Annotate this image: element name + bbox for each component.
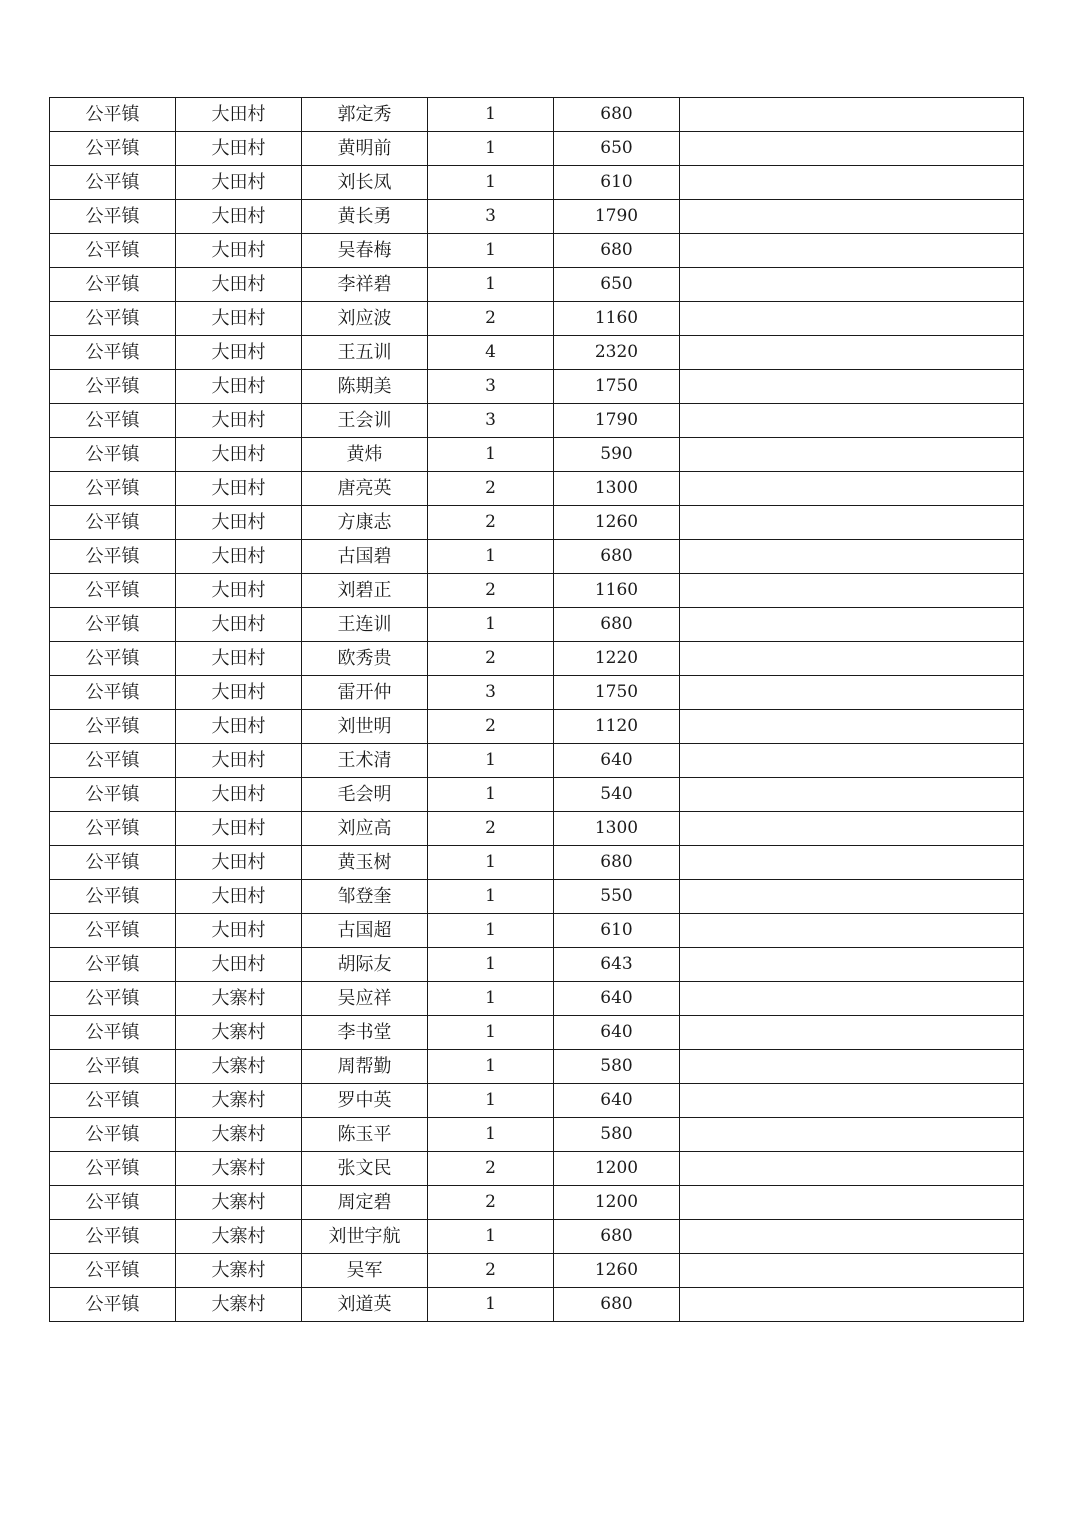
household-count-cell: 1 <box>428 166 554 200</box>
name-cell: 邹登奎 <box>302 880 428 914</box>
village-cell: 大田村 <box>176 744 302 778</box>
town-cell: 公平镇 <box>50 710 176 744</box>
amount-cell: 643 <box>554 948 680 982</box>
village-cell: 大田村 <box>176 574 302 608</box>
table-row <box>50 1220 1024 1254</box>
amount-cell: 680 <box>554 234 680 268</box>
town-cell: 公平镇 <box>50 574 176 608</box>
village-cell: 大田村 <box>176 914 302 948</box>
table-row <box>50 404 1024 438</box>
remark-cell <box>680 1220 1024 1254</box>
village-cell: 大田村 <box>176 268 302 302</box>
household-count-cell: 1 <box>428 982 554 1016</box>
table-row <box>50 574 1024 608</box>
town-cell: 公平镇 <box>50 336 176 370</box>
village-cell: 大田村 <box>176 948 302 982</box>
table-row <box>50 982 1024 1016</box>
amount-cell: 640 <box>554 1016 680 1050</box>
table-row <box>50 132 1024 166</box>
village-cell: 大田村 <box>176 132 302 166</box>
town-cell: 公平镇 <box>50 166 176 200</box>
amount-cell: 1260 <box>554 506 680 540</box>
town-cell: 公平镇 <box>50 200 176 234</box>
name-cell: 吴春梅 <box>302 234 428 268</box>
table-row <box>50 506 1024 540</box>
household-count-cell: 3 <box>428 200 554 234</box>
town-cell: 公平镇 <box>50 846 176 880</box>
allowance-table <box>49 97 1024 1322</box>
household-count-cell: 2 <box>428 710 554 744</box>
village-cell: 大田村 <box>176 438 302 472</box>
village-cell: 大田村 <box>176 166 302 200</box>
town-cell: 公平镇 <box>50 778 176 812</box>
town-cell: 公平镇 <box>50 438 176 472</box>
household-count-cell: 2 <box>428 1186 554 1220</box>
household-count-cell: 1 <box>428 234 554 268</box>
name-cell: 张文民 <box>302 1152 428 1186</box>
village-cell: 大寨村 <box>176 1118 302 1152</box>
table-row <box>50 914 1024 948</box>
amount-cell: 590 <box>554 438 680 472</box>
household-count-cell: 1 <box>428 1016 554 1050</box>
table-row <box>50 200 1024 234</box>
amount-cell: 540 <box>554 778 680 812</box>
name-cell: 刘世明 <box>302 710 428 744</box>
village-cell: 大田村 <box>176 234 302 268</box>
town-cell: 公平镇 <box>50 948 176 982</box>
household-count-cell: 1 <box>428 132 554 166</box>
name-cell: 刘应高 <box>302 812 428 846</box>
name-cell: 刘应波 <box>302 302 428 336</box>
household-count-cell: 2 <box>428 1254 554 1288</box>
household-count-cell: 1 <box>428 608 554 642</box>
name-cell: 刘世宇航 <box>302 1220 428 1254</box>
name-cell: 毛会明 <box>302 778 428 812</box>
town-cell: 公平镇 <box>50 268 176 302</box>
remark-cell <box>680 1118 1024 1152</box>
table-row <box>50 608 1024 642</box>
name-cell: 雷开仲 <box>302 676 428 710</box>
name-cell: 胡际友 <box>302 948 428 982</box>
village-cell: 大田村 <box>176 676 302 710</box>
town-cell: 公平镇 <box>50 404 176 438</box>
town-cell: 公平镇 <box>50 982 176 1016</box>
table-row <box>50 1084 1024 1118</box>
household-count-cell: 3 <box>428 676 554 710</box>
amount-cell: 680 <box>554 98 680 132</box>
table-row <box>50 98 1024 132</box>
village-cell: 大田村 <box>176 710 302 744</box>
town-cell: 公平镇 <box>50 1220 176 1254</box>
town-cell: 公平镇 <box>50 1186 176 1220</box>
amount-cell: 1260 <box>554 1254 680 1288</box>
amount-cell: 1750 <box>554 676 680 710</box>
village-cell: 大田村 <box>176 642 302 676</box>
village-cell: 大田村 <box>176 812 302 846</box>
name-cell: 方康志 <box>302 506 428 540</box>
village-cell: 大田村 <box>176 608 302 642</box>
village-cell: 大田村 <box>176 778 302 812</box>
table-row <box>50 166 1024 200</box>
table-row <box>50 540 1024 574</box>
household-count-cell: 1 <box>428 948 554 982</box>
table-row <box>50 1118 1024 1152</box>
name-cell: 郭定秀 <box>302 98 428 132</box>
table-row <box>50 234 1024 268</box>
town-cell: 公平镇 <box>50 744 176 778</box>
village-cell: 大田村 <box>176 370 302 404</box>
table-row <box>50 812 1024 846</box>
amount-cell: 2320 <box>554 336 680 370</box>
remark-cell <box>680 914 1024 948</box>
town-cell: 公平镇 <box>50 1050 176 1084</box>
amount-cell: 680 <box>554 540 680 574</box>
remark-cell <box>680 98 1024 132</box>
remark-cell <box>680 1016 1024 1050</box>
household-count-cell: 2 <box>428 302 554 336</box>
household-count-cell: 1 <box>428 846 554 880</box>
name-cell: 黄炜 <box>302 438 428 472</box>
town-cell: 公平镇 <box>50 642 176 676</box>
town-cell: 公平镇 <box>50 676 176 710</box>
name-cell: 吴应祥 <box>302 982 428 1016</box>
remark-cell <box>680 132 1024 166</box>
remark-cell <box>680 336 1024 370</box>
remark-cell <box>680 948 1024 982</box>
name-cell: 李书堂 <box>302 1016 428 1050</box>
name-cell: 王五训 <box>302 336 428 370</box>
town-cell: 公平镇 <box>50 608 176 642</box>
table-row <box>50 744 1024 778</box>
remark-cell <box>680 302 1024 336</box>
remark-cell <box>680 642 1024 676</box>
table-row <box>50 336 1024 370</box>
household-count-cell: 2 <box>428 472 554 506</box>
table-row <box>50 1050 1024 1084</box>
amount-cell: 1120 <box>554 710 680 744</box>
name-cell: 欧秀贵 <box>302 642 428 676</box>
village-cell: 大寨村 <box>176 982 302 1016</box>
household-count-cell: 1 <box>428 540 554 574</box>
household-count-cell: 1 <box>428 438 554 472</box>
household-count-cell: 3 <box>428 370 554 404</box>
remark-cell <box>680 1084 1024 1118</box>
table-row <box>50 1186 1024 1220</box>
amount-cell: 1160 <box>554 302 680 336</box>
town-cell: 公平镇 <box>50 132 176 166</box>
amount-cell: 1790 <box>554 404 680 438</box>
remark-cell <box>680 574 1024 608</box>
amount-cell: 640 <box>554 982 680 1016</box>
village-cell: 大寨村 <box>176 1084 302 1118</box>
name-cell: 王连训 <box>302 608 428 642</box>
amount-cell: 1790 <box>554 200 680 234</box>
village-cell: 大田村 <box>176 540 302 574</box>
household-count-cell: 2 <box>428 812 554 846</box>
village-cell: 大寨村 <box>176 1016 302 1050</box>
name-cell: 黄明前 <box>302 132 428 166</box>
village-cell: 大田村 <box>176 880 302 914</box>
town-cell: 公平镇 <box>50 472 176 506</box>
amount-cell: 680 <box>554 1288 680 1322</box>
table-row <box>50 1288 1024 1322</box>
table-row <box>50 880 1024 914</box>
town-cell: 公平镇 <box>50 302 176 336</box>
amount-cell: 580 <box>554 1050 680 1084</box>
remark-cell <box>680 472 1024 506</box>
table-row <box>50 642 1024 676</box>
amount-cell: 580 <box>554 1118 680 1152</box>
amount-cell: 680 <box>554 846 680 880</box>
household-count-cell: 1 <box>428 1288 554 1322</box>
town-cell: 公平镇 <box>50 1016 176 1050</box>
household-count-cell: 1 <box>428 778 554 812</box>
town-cell: 公平镇 <box>50 234 176 268</box>
name-cell: 唐亮英 <box>302 472 428 506</box>
name-cell: 黄玉树 <box>302 846 428 880</box>
amount-cell: 640 <box>554 1084 680 1118</box>
town-cell: 公平镇 <box>50 1288 176 1322</box>
village-cell: 大田村 <box>176 846 302 880</box>
table-row <box>50 846 1024 880</box>
town-cell: 公平镇 <box>50 1118 176 1152</box>
household-count-cell: 2 <box>428 506 554 540</box>
village-cell: 大田村 <box>176 472 302 506</box>
remark-cell <box>680 268 1024 302</box>
household-count-cell: 1 <box>428 1084 554 1118</box>
name-cell: 陈玉平 <box>302 1118 428 1152</box>
remark-cell <box>680 1288 1024 1322</box>
household-count-cell: 1 <box>428 98 554 132</box>
village-cell: 大寨村 <box>176 1152 302 1186</box>
name-cell: 吴军 <box>302 1254 428 1288</box>
household-count-cell: 1 <box>428 914 554 948</box>
remark-cell <box>680 1186 1024 1220</box>
table-row <box>50 948 1024 982</box>
table-row <box>50 302 1024 336</box>
household-count-cell: 1 <box>428 1050 554 1084</box>
table-row <box>50 778 1024 812</box>
amount-cell: 680 <box>554 1220 680 1254</box>
name-cell: 王会训 <box>302 404 428 438</box>
village-cell: 大寨村 <box>176 1288 302 1322</box>
household-count-cell: 1 <box>428 1220 554 1254</box>
name-cell: 刘道英 <box>302 1288 428 1322</box>
remark-cell <box>680 710 1024 744</box>
amount-cell: 610 <box>554 166 680 200</box>
table-row <box>50 438 1024 472</box>
name-cell: 古国超 <box>302 914 428 948</box>
village-cell: 大寨村 <box>176 1254 302 1288</box>
remark-cell <box>680 540 1024 574</box>
table-row <box>50 370 1024 404</box>
name-cell: 王术清 <box>302 744 428 778</box>
remark-cell <box>680 200 1024 234</box>
remark-cell <box>680 438 1024 472</box>
household-count-cell: 2 <box>428 642 554 676</box>
remark-cell <box>680 166 1024 200</box>
remark-cell <box>680 1254 1024 1288</box>
amount-cell: 650 <box>554 268 680 302</box>
remark-cell <box>680 506 1024 540</box>
table-row <box>50 1254 1024 1288</box>
name-cell: 黄长勇 <box>302 200 428 234</box>
household-count-cell: 1 <box>428 880 554 914</box>
amount-cell: 1200 <box>554 1152 680 1186</box>
town-cell: 公平镇 <box>50 914 176 948</box>
remark-cell <box>680 370 1024 404</box>
village-cell: 大田村 <box>176 336 302 370</box>
amount-cell: 1750 <box>554 370 680 404</box>
remark-cell <box>680 982 1024 1016</box>
amount-cell: 1160 <box>554 574 680 608</box>
household-count-cell: 1 <box>428 744 554 778</box>
name-cell: 周帮勤 <box>302 1050 428 1084</box>
amount-cell: 1220 <box>554 642 680 676</box>
amount-cell: 680 <box>554 608 680 642</box>
village-cell: 大田村 <box>176 98 302 132</box>
village-cell: 大寨村 <box>176 1220 302 1254</box>
name-cell: 古国碧 <box>302 540 428 574</box>
amount-cell: 610 <box>554 914 680 948</box>
amount-cell: 650 <box>554 132 680 166</box>
household-count-cell: 4 <box>428 336 554 370</box>
remark-cell <box>680 812 1024 846</box>
household-count-cell: 1 <box>428 268 554 302</box>
remark-cell <box>680 234 1024 268</box>
town-cell: 公平镇 <box>50 1254 176 1288</box>
village-cell: 大田村 <box>176 506 302 540</box>
village-cell: 大田村 <box>176 404 302 438</box>
remark-cell <box>680 1050 1024 1084</box>
amount-cell: 640 <box>554 744 680 778</box>
amount-cell: 1300 <box>554 472 680 506</box>
village-cell: 大田村 <box>176 302 302 336</box>
table-row <box>50 676 1024 710</box>
name-cell: 刘碧正 <box>302 574 428 608</box>
household-count-cell: 2 <box>428 1152 554 1186</box>
table-row <box>50 710 1024 744</box>
remark-cell <box>680 404 1024 438</box>
remark-cell <box>680 608 1024 642</box>
town-cell: 公平镇 <box>50 540 176 574</box>
village-cell: 大寨村 <box>176 1050 302 1084</box>
table-row <box>50 1016 1024 1050</box>
town-cell: 公平镇 <box>50 506 176 540</box>
amount-cell: 1200 <box>554 1186 680 1220</box>
town-cell: 公平镇 <box>50 812 176 846</box>
name-cell: 周定碧 <box>302 1186 428 1220</box>
household-count-cell: 2 <box>428 574 554 608</box>
remark-cell <box>680 1152 1024 1186</box>
table-body <box>50 98 1024 1322</box>
remark-cell <box>680 744 1024 778</box>
household-count-cell: 3 <box>428 404 554 438</box>
town-cell: 公平镇 <box>50 370 176 404</box>
table-row <box>50 472 1024 506</box>
remark-cell <box>680 676 1024 710</box>
village-cell: 大寨村 <box>176 1186 302 1220</box>
name-cell: 李祥碧 <box>302 268 428 302</box>
town-cell: 公平镇 <box>50 1152 176 1186</box>
amount-cell: 550 <box>554 880 680 914</box>
remark-cell <box>680 846 1024 880</box>
town-cell: 公平镇 <box>50 880 176 914</box>
household-count-cell: 1 <box>428 1118 554 1152</box>
amount-cell: 1300 <box>554 812 680 846</box>
town-cell: 公平镇 <box>50 1084 176 1118</box>
remark-cell <box>680 778 1024 812</box>
town-cell: 公平镇 <box>50 98 176 132</box>
name-cell: 罗中英 <box>302 1084 428 1118</box>
table-row <box>50 268 1024 302</box>
name-cell: 刘长凤 <box>302 166 428 200</box>
village-cell: 大田村 <box>176 200 302 234</box>
table-row <box>50 1152 1024 1186</box>
name-cell: 陈期美 <box>302 370 428 404</box>
remark-cell <box>680 880 1024 914</box>
